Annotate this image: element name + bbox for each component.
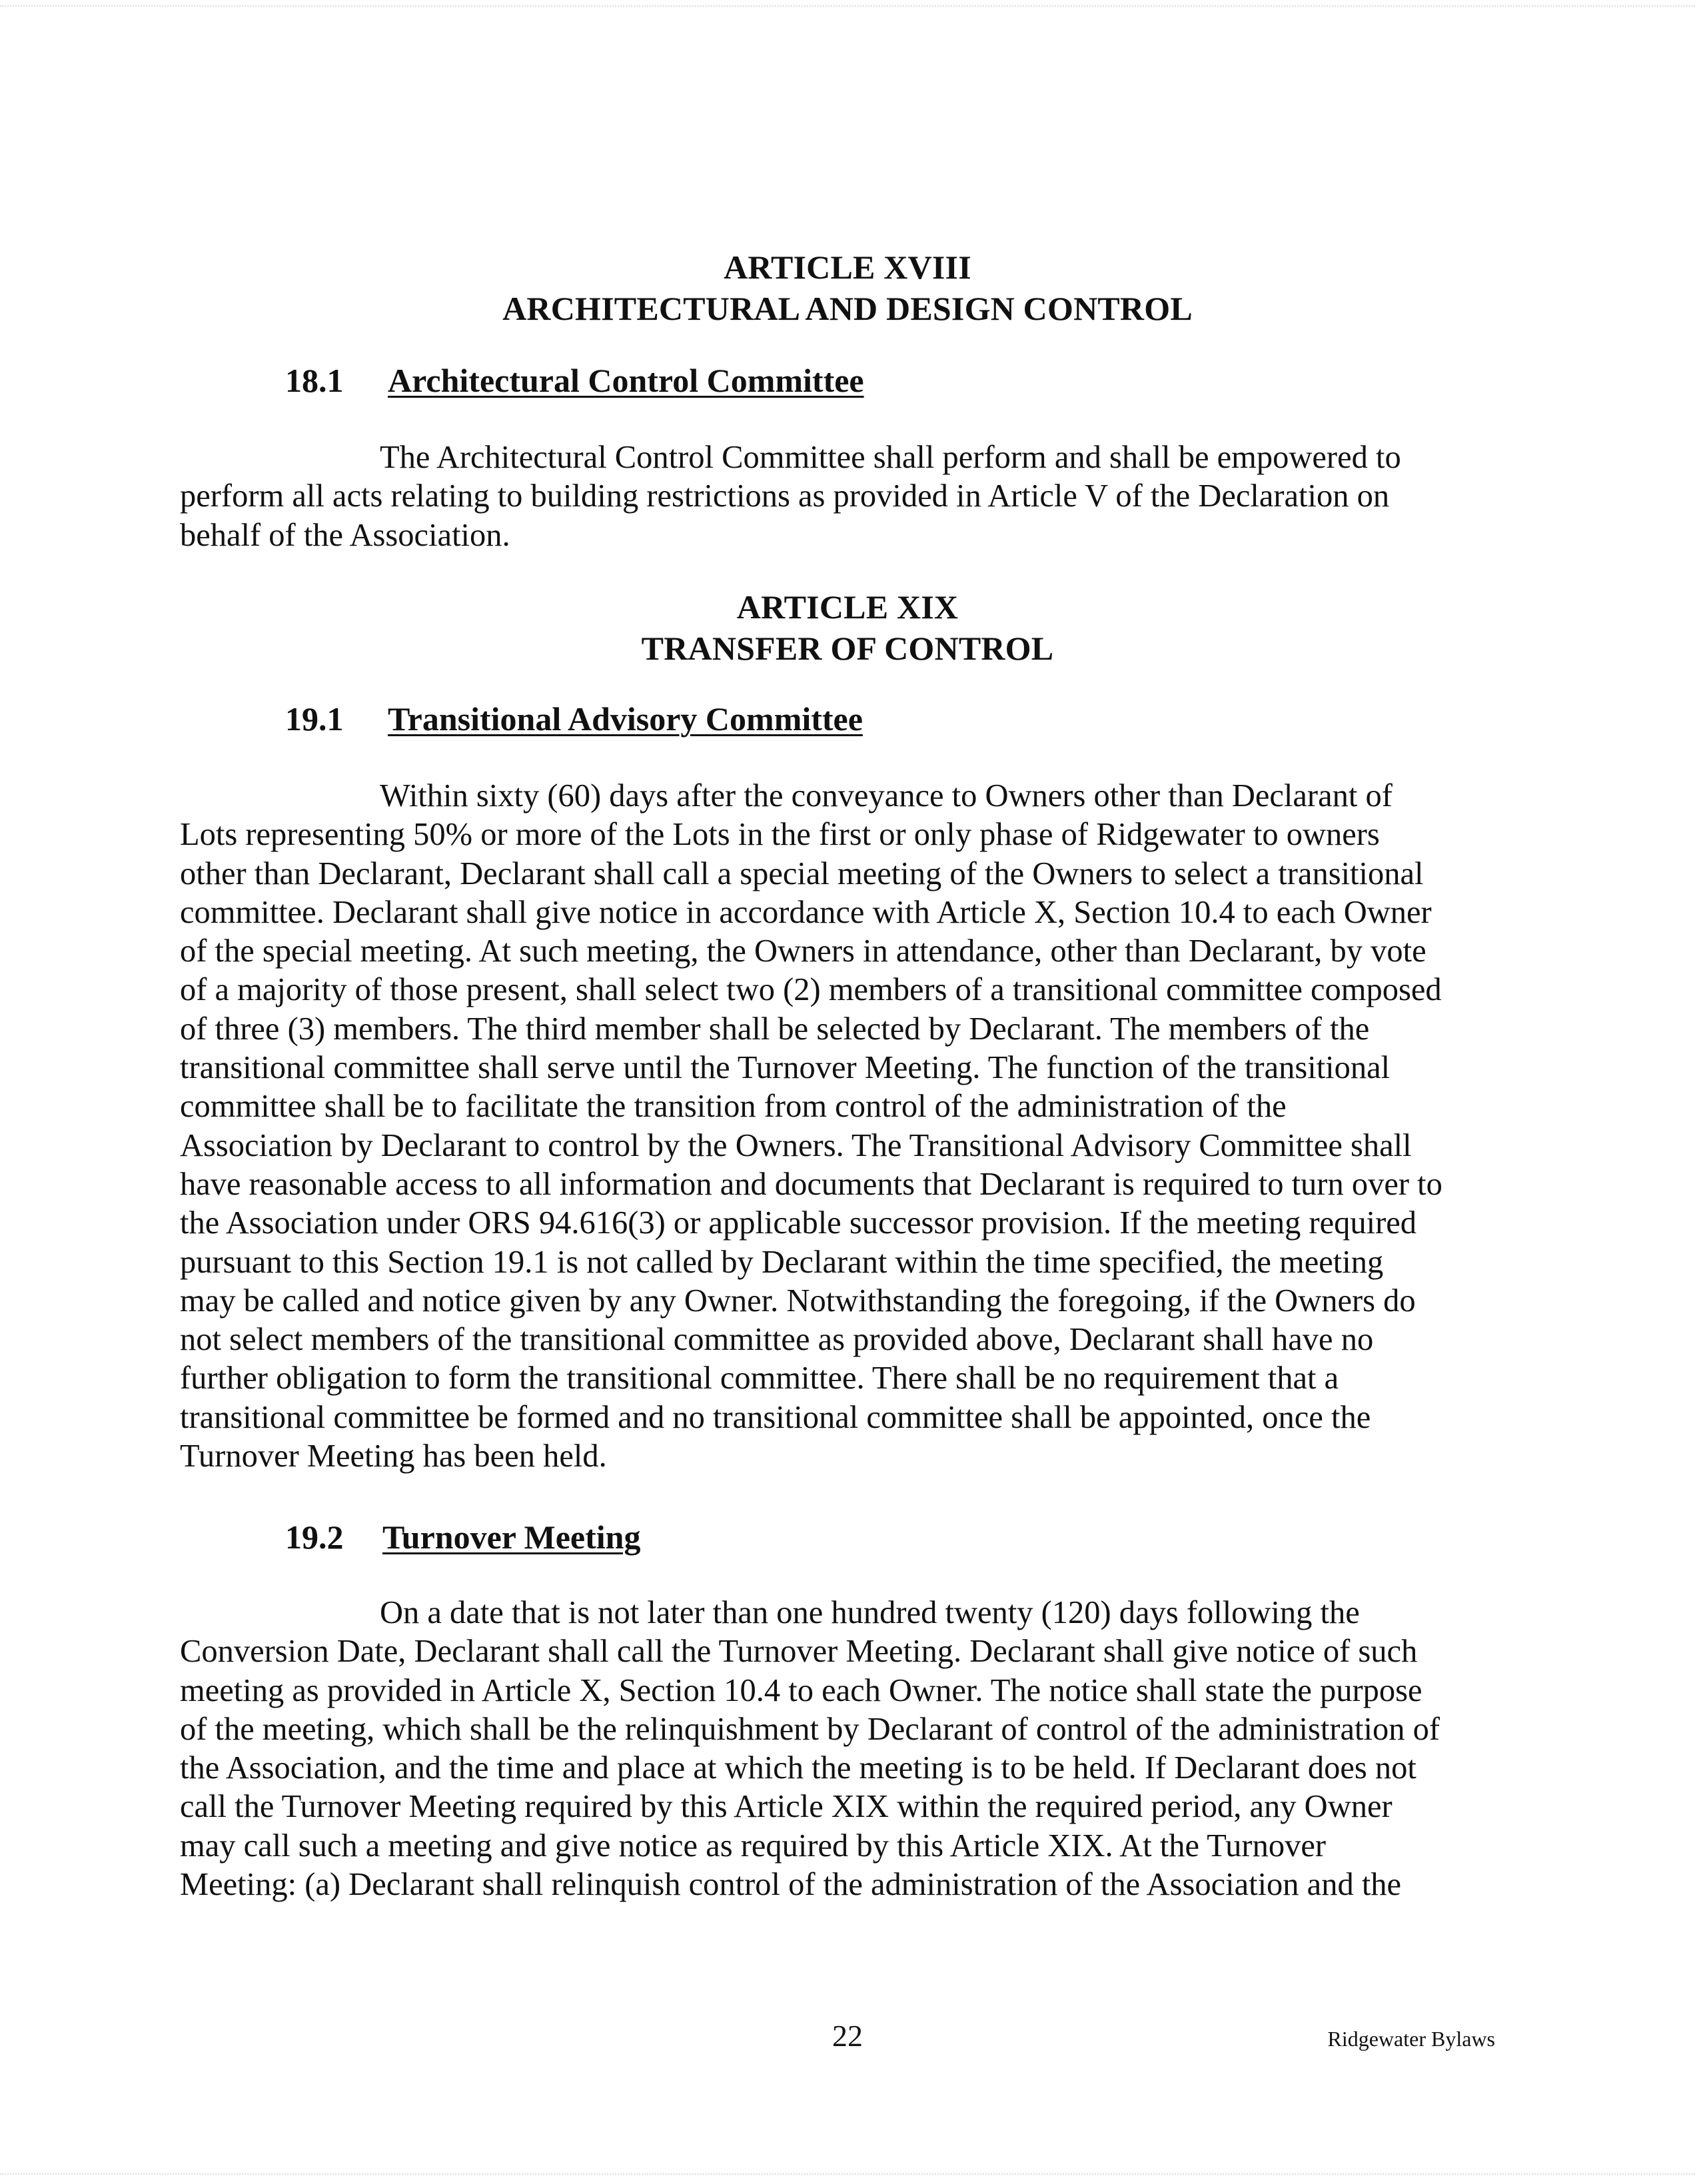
paragraph-line: Lots representing 50% or more of the Lots in the first or only phase of Ridgewater to owners xyxy=(180,817,1380,853)
section-19-2-heading xyxy=(285,1516,640,1558)
article-19-subheading: TRANSFER OF CONTROL xyxy=(641,630,1054,667)
section-number: 19.1 xyxy=(285,700,344,738)
paragraph-line: of the meeting, which shall be the relinquishment by Declarant of control of the administration of xyxy=(180,1711,1440,1747)
article-18-heading: ARTICLE XVIII xyxy=(724,249,971,286)
paragraph-line: not select members of the transitional committee as provided above, Declarant shall have no xyxy=(180,1322,1374,1358)
paragraph-line: perform all acts relating to building restrictions as provided in Article V of the Declaration on xyxy=(180,478,1390,514)
paragraph-line: Meeting: (a) Declarant shall relinquish control of the administration of the Association and the xyxy=(180,1867,1402,1903)
paragraph-line: meeting as provided in Article X, Section 10.4 to each Owner. The notice shall state the purpose xyxy=(180,1672,1422,1708)
paragraph-line: committee. Declarant shall give notice in accordance with Article X, Section 10.4 to each Owner xyxy=(180,894,1432,930)
paragraph-line: the Association, and the time and place at which the meeting is to be held. If Declarant does not xyxy=(180,1750,1416,1786)
article-19-heading: ARTICLE XIX xyxy=(736,588,959,626)
paragraph-line: Turnover Meeting has been held. xyxy=(180,1438,607,1474)
section-title: Transitional Advisory Committee xyxy=(388,700,863,738)
section-number: 18.1 xyxy=(285,362,344,399)
paragraph-line: pursuant to this Section 19.1 is not called by Declarant within the time specified, the meeting xyxy=(180,1244,1384,1280)
paragraph-line: Conversion Date, Declarant shall call the Turnover Meeting. Declarant shall give notice of such xyxy=(180,1634,1418,1670)
section-19-1-body xyxy=(180,777,1519,1476)
paragraph-line: committee shall be to facilitate the transition from control of the administration of the xyxy=(180,1089,1287,1125)
paragraph-line: On a date that is not later than one hundred twenty (120) days following the xyxy=(380,1595,1360,1630)
paragraph-line: behalf of the Association. xyxy=(180,517,510,553)
paragraph-line: the Association under ORS 94.616(3) or applicable successor provision. If the meeting required xyxy=(180,1205,1417,1241)
paragraph-line: of a majority of those present, shall select two (2) members of a transitional committee composed xyxy=(180,972,1442,1008)
paragraph-line: of three (3) members. The third member shall be selected by Declarant. The members of the xyxy=(180,1011,1370,1047)
section-18-1-body xyxy=(180,438,1519,555)
paragraph-line: Association by Declarant to control by the Owners. The Transitional Advisory Committee shall xyxy=(180,1127,1412,1163)
paragraph-line: transitional committee shall serve until the Turnover Meeting. The function of the transitional xyxy=(180,1050,1391,1086)
bottom-scan-artifacts xyxy=(0,2173,1695,2180)
paragraph-line: may call such a meeting and give notice as required by this Article XIX. At the Turnover xyxy=(180,1828,1326,1864)
paragraph-line: transitional committee be formed and no transitional committee shall be appointed, once the xyxy=(180,1399,1371,1435)
section-19-1-heading xyxy=(285,698,863,740)
paragraph-line: may be called and notice given by any Owner. Notwithstanding the foregoing, if the Owners do xyxy=(180,1283,1416,1319)
section-title: Architectural Control Committee xyxy=(388,362,864,399)
section-title: Turnover Meeting xyxy=(382,1518,641,1556)
paragraph-line: further obligation to form the transitional committee. There shall be no requirement that a xyxy=(180,1361,1339,1396)
paragraph-line: The Architectural Control Committee shall perform and shall be empowered to xyxy=(380,440,1401,475)
top-scan-artifacts xyxy=(0,5,1695,12)
page-number: 22 xyxy=(832,2019,863,2053)
paragraph-line: have reasonable access to all information and documents that Declarant is required to turn over to xyxy=(180,1166,1442,1202)
paragraph-line: of the special meeting. At such meeting, the Owners in attendance, other than Declarant, by vote xyxy=(180,933,1426,969)
section-number: 19.2 xyxy=(285,1518,344,1556)
section-19-2-body xyxy=(180,1594,1519,1904)
paragraph-line: other than Declarant, Declarant shall call a special meeting of the Owners to select a transitional xyxy=(180,855,1424,891)
article-18-subheading: ARCHITECTURAL AND DESIGN CONTROL xyxy=(502,290,1193,327)
paragraph-line: call the Turnover Meeting required by this Article XIX within the required period, any Owner xyxy=(180,1789,1393,1825)
document-name-footer: Ridgewater Bylaws xyxy=(1327,2027,1495,2051)
paragraph-line: Within sixty (60) days after the conveyance to Owners other than Declarant of xyxy=(380,778,1393,814)
section-18-1-heading xyxy=(285,360,864,401)
